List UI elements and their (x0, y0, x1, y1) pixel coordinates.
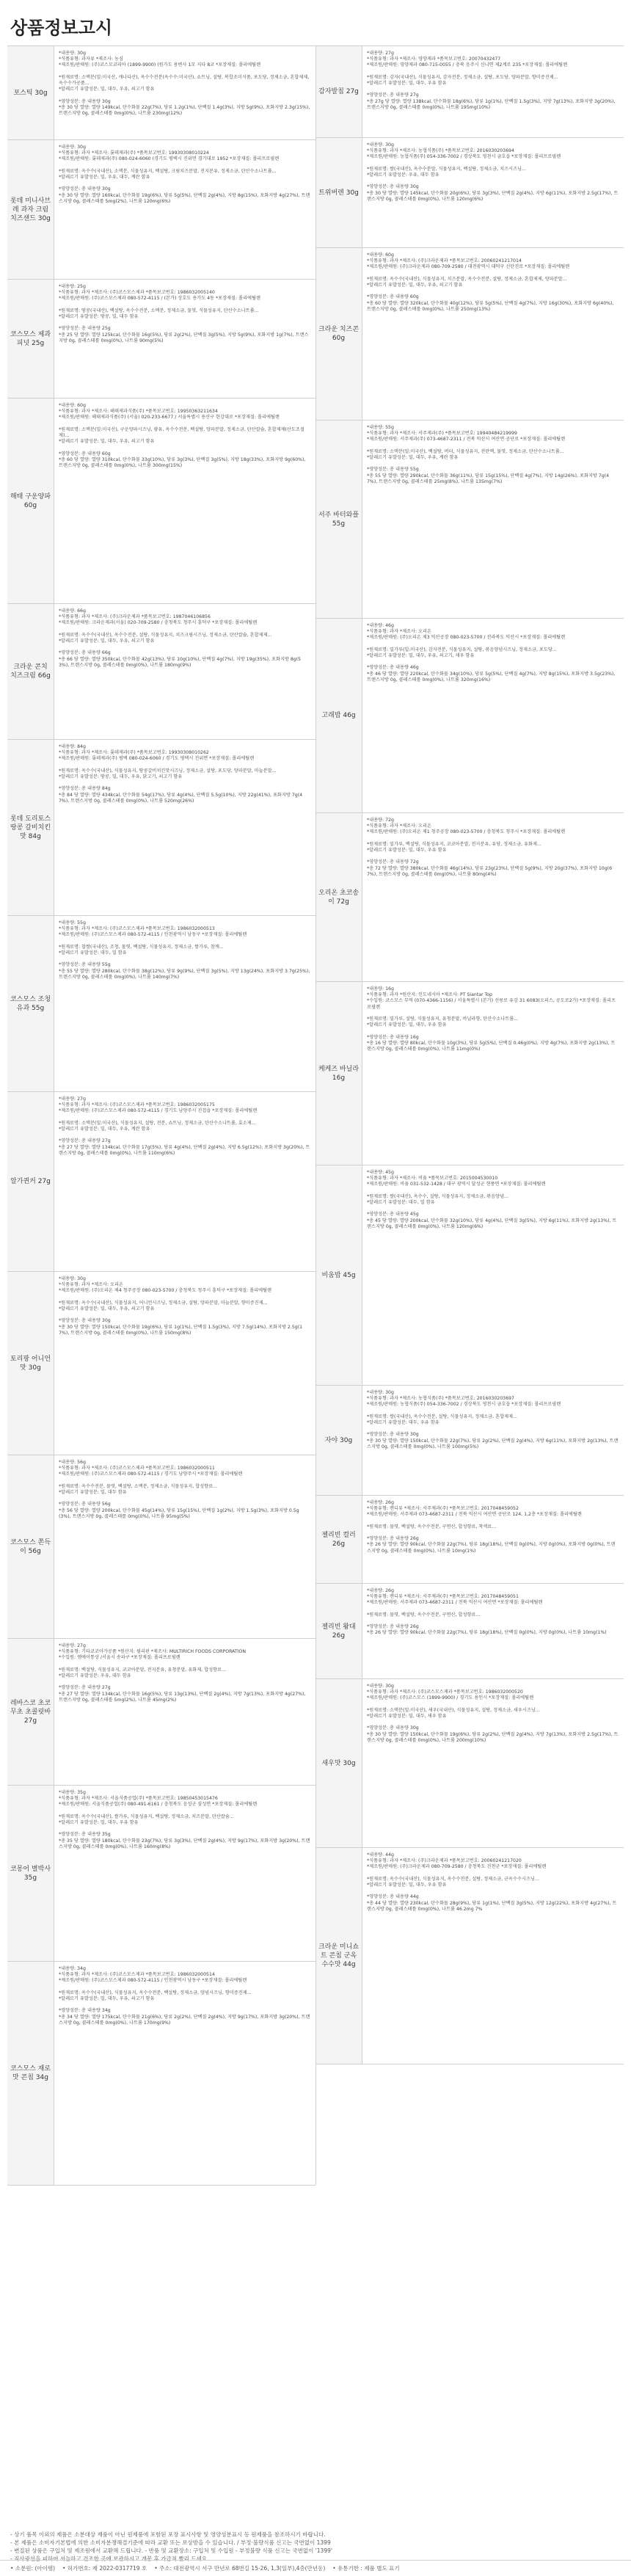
product-name: 트위버렌 30g (316, 138, 362, 247)
product-details: *내용량: 30g *식품유형: 과자 *제조사: 롯데제과(주) *품목보고번호: 19930308010224 *제조원/판매원: 롯데제과(주) 080-024-6060 (경기도 평택시 진위면 경기대로 1952 *포장재질: 폴리프로필렌 *원재료명: 옥수수(국내산), 소맥분, 식물성유지, 백설탕, 크림치즈분말, 전지분유, 정제소금, 탄산수소나트륨... *알레르기 유발성분: 밀, 우유, 대두, 계란 함유 *영양성분: 총 내용량 30g *총 30 당 열량: 열량 160kcal, 탄수화물 19g(6%), 당류 5g(5%), 단백질 2g(4%), 지방 8g(15%), 포화지방 4g(27%), 트랜스지방 0g, 콜레스테롤 5mg(2%), 나트륨 120mg(6%) (59, 145, 310, 204)
product-row (316, 981, 624, 1165)
product-row (7, 1961, 316, 2185)
product-details: *내용량: 60g *식품유형: 과자 *제조사: (주)크라운제과 *품목보고번호: 20060241217014 *제조원/판매원: (주)크라운제과 080-709-2580 / 대전광역시 대덕구 신탄진로 *포장재질: 폴리에틸렌 *원재료명: 옥수수(국내산), 식물성유지, 치즈분말, 옥수수전분, 설탕, 정제소금, 혼합제제, 양파분말... *알레르기 유발성분: 밀, 대두, 우유, 쇠고기 함유 *영양성분: 총 내용량 60g *총 60 당 열량: 열량 320kcal, 탄수화물 40g(12%), 당류 5g(5%), 단백질 4g(7%), 지방 16g(30%), 포화지방 6g(40%), 트랜스지방 0g, 콜레스테롤 0mg(0%), 나트륨 250mg(13%) (367, 252, 614, 312)
product-details: *내용량: 26g *식품유형: 캔디류 *제조사: 서주제과(주) *품목보고번호: 2017048459052 *제조원/판매원: 서주제과 073-4687-2311 / 전북 익산시 여산면 공단로 124, 1,2층 *포장재질: 폴리에틸렌 *원재료명: 물엿, 백설탕, 옥수수전분, 구연산, 합성향료, 착색료... *영양성분: 총 내용량 26g *총 26 당 열량: 열량 90kcal, 탄수화물 22g(7%), 당류 18g(18%), 단백질 0g(0%), 지방 0g(0%), 포화지방 0g(0%), 트랜스지방 0g, 콜레스테롤 0mg(0%), 나트륨 10mg(1%) (367, 1500, 616, 1554)
product-row (7, 603, 316, 739)
product-details: *내용량: 16g *식품유형: 과자 *원산지: 인도네시아 *제조사: PT Siantar Top *수입원: 코스모스 무역 (070-4366-1156) / 서울특별시 (본가) 선릉로 유감 31 6083(오피스, 공도로2가) *포장재질: 폴리프로필렌 *원재료명: 밀가루, 설탕, 식물성유지, 유청분말, 바닐라향, 탄산수소나트륨... *알레르기 유발성분: 밀, 대두, 우유 함유 *영양성분: 총 내용량 16g *총 16 당 열량: 열량 80kcal, 탄수화물 10g(3%), 당류 5g(5%), 단백질 0.46g(0%), 지방 4g(7%), 포화지방 2g(13%), 트랜스지방 0g, 콜레스테롤 0mg(0%), 나트륨 11mg(0%) (367, 986, 616, 1052)
product-name: 코스모스 재로맛 콘칩 34g (7, 1962, 54, 2185)
product-details: *내용량: 27g *식품유형: 과자 *제조사: (주)코스모스제과 *품목보고번호: 1986032005175 *제조원/판매원: (주)코스모스제과 080-572-4115 / 경기도 남양주시 진접읍 *포장재질: 폴리에틸렌 *원재료명: 소맥분(밀:미국산), 식물성유지, 설탕, 전분, 쇼트닝, 정제소금, 탄산수소나트륨, 효소제... *알레르기 유발성분: 밀, 대두, 우유, 계란 함유 *영양성분: 총 내용량 27g *총 27 당 열량: 열량 134kcal, 탄수화물 17g(5%), 당류 4g(4%), 단백질 2g(4%), 지방 6.5g(12%), 포화지방 3g(20%), 트랜스지방 0g, 콜레스테롤 0mg(0%), 나트륨 110mg(6%) (59, 1096, 310, 1156)
product-details: *내용량: 34g *식품유형: 과자 *제조사: (주)코스모스제과 *품목보고번호: 1986032000514 *제조원/판매원: (주)코스모스제과 080-572-4115 / 인천광역시 남동구 *포장재질: 폴리에틸렌 *원재료명: 옥수수(국내산), 식물성유지, 옥수수전분, 백설탕, 정제소금, 양념시즈닝, 향미증진제... *알레르기 유발성분: 밀, 대두, 우유, 쇠고기 함유 *영양성분: 총 내용량 34g *총 34 당 열량: 열량 175kcal, 탄수화물 21g(6%), 당류 2g(2%), 단백질 2g(4%), 지방 9g(17%), 포화지방 3g(20%), 트랜스지방 0g, 콜레스테롤 0mg(0%), 나트륨 170mg(9%) (59, 1966, 310, 2026)
product-name: 코몽어 별박사 35g (7, 1786, 54, 1961)
product-details: *내용량: 55g *식품유형: 과자 *제조사: 서주제과(주) *품목보고번호: 19940484219999 *제조원/판매원: 서주제과(주) 073-4687-2311 / 전북 익산시 여산면 공단로 *포장재질: 폴리에틸렌 *원재료명: 소맥분(밀:미국산), 백설탕, 버터, 식물성유지, 전란액, 물엿, 정제소금, 탄산수소나트륨... *알레르기 유발성분: 밀, 대두, 우유, 계란 함유 *영양성분: 총 내용량 55g *총 55 당 열량: 열량 290kcal, 탄수화물 36g(11%), 당류 15g(15%), 단백질 4g(7%), 지방 14g(26%), 포화지방 7g(47%), 트랜스지방 0g, 콜레스테롤 25mg(8%), 나트륨 135mg(7%) (367, 425, 610, 484)
product-name: 레바스코 초코무초 초콜릿바 27g (7, 1639, 54, 1785)
product-details: *내용량: 25g *식품유형: 과자 *제조사: (주)코스모스제과 *품목보고번호: 1986032005140 *제조원/판매원: (주)코스모스제과 080-572-4115 / (본가) 상호도 용가도 4동 *포장재질: 폴리에틸렌 *원재료명: 땅콩(국내산), 백설탕, 옥수수전분, 소맥분, 정제소금, 물엿, 식물성유지, 탄산수소나트륨... *알레르기 유발성분: 땅콩, 밀, 대두 함유 *영양성분: 총 내용량 25g *총 25 당 열량: 열량 125kcal, 탄수화물 16g(5%), 당류 2g(2%), 단백질 3g(5%), 지방 5g(9%), 포화지방 1g(7%), 트랜스지방 0g, 콜레스테롤 0mg(0%), 나트륨 90mg(5%) (59, 284, 309, 343)
product-details: *내용량: 26g *식품유형: 캔디류 *제조사: 서주제과(주) *품목보고번호: 2017048459051 *제조원/판매원: 서주제과 073-4687-2311 / 전북 익산시 여산면 *포장재질: 폴리에틸렌 *원재료명: 물엿, 백설탕, 옥수수전분, 구연산, 합성향료... *영양성분: 총 내용량 26g *총 26 당 열량: 열량 90kcal, 탄수화물 22g(7%), 당류 18g(18%), 단백질 0g(0%), 지방 0g(0%), 나트륨 10mg(1%) (367, 1588, 607, 1636)
product-name: 고래밥 46g (316, 619, 362, 812)
product-row (316, 1165, 624, 1385)
product-name: 토리팡 어니언맛 30g (7, 1272, 54, 1455)
product-details: *내용량: 30g *식품유형: 과자 *제조사: 오리온 *제조원/판매원: (주)오리온 제4 청주공장 080-023-5700 / 충청북도 청주시 흥덕구 *포장재질: 폴리에틸렌 *원재료명: 옥수수(국내산), 식물성유지, 어니언시즈닝, 정제소금, 설탕, 양파분말, 마늘분말, 향미증진제... *알레르기 유발성분: 밀, 대두, 우유, 쇠고기 함유 *영양성분: 총 내용량 30g *총 30 당 열량: 열량 150kcal, 탄수화물 19g(6%), 당류 1g(1%), 단백질 1.5g(3%), 지방 7.5g(14%), 포화지방 2.5g(17%), 트랜스지방 0g, 콜레스테롤 0mg(0%), 나트륨 150mg(8%) (59, 1276, 303, 1336)
product-details: *내용량: 60g *식품유형: 과자 *제조사: 해태제과식품(주) *품목보고번호: 19950363211634 *제조원/판매원: 해태제과식품(주) (서울) 020-233-6677 / 서울특별시 용산구 한강대로 *포장재질: 폴리에틸렌 *원재료명: 소맥분(밀:미국산), 구운양파시즈닝, 팜유, 옥수수전분, 백설탕, 양파분말, 정제소금, 탄산칼슘, 혼합제제(산도조절제)... *알레르기 유발성분: 밀, 대두, 우유, 쇠고기 함유 *영양성분: 총 내용량 60g *총 60 당 열량: 열량 310kcal, 탄수화물 33g(10%), 당류 3g(3%), 단백질 3g(5%), 지방 18g(33%), 포화지방 9g(60%), 트랜스지방 0g, 콜레스테롤 0mg(0%), 나트륨 300mg(15%) (59, 403, 306, 469)
page-title: 상품정보고시 (10, 18, 113, 38)
product-details: *내용량: 30g *식품유형: 과자 *제조사: 농협식품(주) *품목보고번호: 2016030203697 *제조원/판매원: 농협식품(주) 054-336-7002 / 경상북도 영천시 금호읍 *포장재질: 폴리프로필렌 *원재료명: 쌀(국내산), 옥수수전분, 설탕, 식물성유지, 정제소금, 혼합제제... *알레르기 유발성분: 대두, 우유 함유 *영양성분: 총 내용량 30g *총 30 당 열량: 열량 150kcal, 탄수화물 22g(7%), 당류 2g(2%), 단백질 2g(4%), 지방 6g(11%), 포화지방 2g(13%), 트랜스지방 0g, 콜레스테롤 0mg(0%), 나트륨 100mg(5%) (367, 1390, 619, 1449)
product-name: 비움밥 45g (316, 1165, 362, 1385)
footer-address: • 주소: 대전광역시 서구 만년로 68번길 15-26, 1,3(일부),4층(만년동) (154, 2565, 326, 2572)
product-row (7, 739, 316, 915)
product-details: *내용량: 72g *식품유형: 과자 *제조사: 오리온 *제조원/판매원: (주)오리온 제1 청주공장 080-023-5700 / 충청북도 청주시 *포장재질: 폴리에틸렌 *원재료명: 밀가루, 백설탕, 식물성유지, 코코아분말, 전지분유, 유당, 정제소금, 유화제... *알레르기 유발성분: 밀, 대두, 우유 함유 *영양성분: 총 내용량 72g *총 72 당 열량: 열량 380kcal, 탄수화물 46g(14%), 당류 23g(23%), 단백질 5g(9%), 지방 20g(37%), 포화지방 10g(67%), 트랜스지방 0g, 콜레스테롤 0mg(0%), 나트륨 80mg(4%) (367, 818, 613, 877)
product-row (7, 1785, 316, 1961)
product-row (7, 398, 316, 603)
note-line: - 직사광선을 피하여 서늘하고 건조한 곳에 보관하시고 개봉 후 가급적 빨리 드세요. (10, 2555, 209, 2562)
product-row (7, 915, 316, 1091)
product-details: *내용량: 27g *식품유형: 과자 *제조사: 영양제과 *품목보고번호: 20070432477 *제조원/판매원: 영양제과 080-715-0055 / 충북 음주시 신니면 제2계로 235 *포장재질: 폴리에틸렌 *원재료명: 감자(국내산), 식물성유지, 감자전분, 정제소금, 설탕, 포도당, 양파분말, 향미증진제... *알레르기 유발성분: 밀, 대두, 우유 함유 *영양성분: 총 내용량 27g *총 27g 당 열량: 열량 138kcal, 탄수화물 18g(6%), 당류 1g(1%), 단백질 1.5g(3%), 지방 7g(13%), 포화지방 3g(20%), 트랜스지방 0g, 콜레스테롤 0mg(0%), 나트륨 195mg(10%) (367, 51, 616, 110)
product-row (316, 618, 624, 812)
product-details: *내용량: 35g *식품유형: 과자 *제조사: 서울식품공업(주) *품목보고번호: 19850453015476 *제조원/판매원: 서울식품공업(주) 080-491-6161 / 충청북도 음성군 삼성면 *포장재질: 폴리에틸렌 *원재료명: 옥수수(국내산), 쌀가루, 식물성유지, 백설탕, 정제소금, 치즈분말, 탄산칼슘... *알레르기 유발성분: 밀, 대두, 우유 함유 *영양성분: 총 내용량 35g *총 35 당 열량: 열량 180kcal, 탄수화물 23g(7%), 당류 3g(3%), 단백질 2g(4%), 지방 9g(17%), 포화지방 3g(20%), 트랜스지방 0g, 콜레스테롤 0mg(0%), 나트륨 160mg(8%) (59, 1790, 310, 1849)
notes (10, 2530, 619, 2563)
product-row (7, 139, 316, 279)
note-line: - 변질된 상품은 구입처 및 제조원에서 교환해 드립니다. - 반품 및 교환장소: 구입처 및 수입원 - 부정불량 식품 신고는 국번없이 '1399' (10, 2547, 332, 2554)
product-row (7, 46, 316, 139)
product-details: *내용량: 84g *식품유형: 과자 *제조사: 롯데제과(주) *품목보고번호: 19930308010262 *제조원/판매원: 롯데제과(주) 평택 080-024-6060 / 경기도 평택시 진위면 *포장재질: 폴리에틸렌 *원재료명: 옥수수(국내산), 식물성유지, 땅콩갈비치킨맛시즈닝, 정제소금, 설탕, 포도당, 양파분말, 마늘분말... *알레르기 유발성분: 땅콩, 밀, 대두, 우유, 닭고기, 쇠고기 함유 *영양성분: 총 내용량 84g *총 84 당 열량: 열량 434kcal, 탄수화물 54g(17%), 당류 4g(4%), 단백질 5.5g(10%), 지방 22g(41%), 포화지방 7g(47%), 트랜스지방 0g, 콜레스테롤 0mg(0%), 나트륨 520mg(26%) (59, 744, 303, 804)
product-row (316, 1678, 624, 1847)
right-column (316, 46, 624, 2064)
product-row (316, 1583, 624, 1678)
product-name: 코스모스 조청유과 55g (7, 916, 54, 1091)
product-row (7, 1455, 316, 1638)
footer-permit: • 허가번호: 제 2022-0317719 호 (62, 2565, 147, 2572)
product-name: 새우맛 30g (316, 1679, 362, 1847)
product-row (316, 812, 624, 981)
product-row (7, 279, 316, 398)
product-name: 오리온 초코송이 72g (316, 813, 362, 981)
product-name: 서주 바터와플 55g (316, 421, 362, 618)
note-line: - 본 제품은 소비자기본법에 의한 소비자분쟁해결기준에 따라 교환 또는 보상받을 수 있습니다. / 부정·불량식품 신고는 국번없이 1399 (10, 2539, 331, 2546)
product-details: *내용량: 45g *식품유형: 과자 *제조사: 비움 *품목보고번호: 2015004530010 *제조원/판매원: 비움 031-532-1428 / 대구 광역시 달성군 현풍면 *포장재질: 폴리에틸렌 *원재료명: 쌀(국내산), 옥수수, 설탕, 식물성유지, 정제소금, 볶음양념... *알레르기 유발성분: 대두, 밀 함유 *영양성분: 총 내용량 45g *총 45 당 열량: 열량 200kcal, 탄수화물 32g(10%), 당류 4g(4%), 단백질 3g(5%), 지방 6g(11%), 포화지방 2g(13%), 트랜스지방 0g, 콜레스테롤 0mg(0%), 나트륨 120mg(6%) (367, 1170, 617, 1229)
product-name: 젤리빈 왕대 26g (316, 1584, 362, 1678)
product-details: *내용량: 46g *식품유형: 과자 *제조사: 오리온 *제조원/판매원: (주)오리온 제3 익산공장 080-023-5700 / 전라북도 익산시 *포장재질: 폴리에틸렌 *원재료명: 밀가루(밀:미국산), 감자전분, 식물성유지, 설탕, 볶음양념시즈닝, 정제소금, 포도당... *알레르기 유발성분: 밀, 대두, 우유, 쇠고기, 새우 함유 *영양성분: 총 내용량 46g *총 46 당 열량: 열량 220kcal, 탄수화물 34g(10%), 당류 5g(5%), 단백질 4g(7%), 지방 8g(15%), 포화지방 3.5g(23%), 트랜스지방 0g, 콜레스테롤 0mg(0%), 나트륨 320mg(16%) (367, 623, 616, 683)
product-row (316, 1385, 624, 1495)
note-line: - 상기 품목 이외의 제품은 소분대상 제품이 아닌 원제품에 포함된 포장 표시사항 및 영양성분표시 등 원제품을 참조하시기 바랍니다. (10, 2531, 326, 2538)
product-name: 자야 30g (316, 1386, 362, 1495)
product-name: 해태 구운양파 60g (7, 399, 54, 603)
product-row (316, 1847, 624, 2064)
product-row (7, 1091, 316, 1271)
product-name: 크라운 치즈콘 60g (316, 248, 362, 420)
footer-type: • 유통기한 : 제품 별도 표기 (332, 2565, 400, 2572)
product-name: 감자발칩 27g (316, 46, 362, 137)
product-name: 젤리빈 컬러 26g (316, 1496, 362, 1583)
product-name: 케케즈 바닐라 16g (316, 982, 362, 1165)
product-details: *내용량: 66g *식품유형: 과자 *제조사: (주)크라운제과 *품목보고번호: 1987046106856 *제조원/판매원: 크라운제과(서울) 020-709-2580 / 충청북도 청주시 흥덕구 *포장재질: 폴리에틸렌 *원재료명: 옥수수(국내산), 옥수수전분, 설탕, 식물성유지, 치즈크림시즈닝, 정제소금, 탄산칼슘, 혼합제제... *알레르기 유발성분: 밀, 대두, 우유, 쇠고기 함유 *영양성분: 총 내용량 66g *총 66 당 열량: 열량 350kcal, 탄수화물 42g(13%), 당류 10g(10%), 단백질 4g(7%), 지방 19g(35%), 포화지방 8g(53%), 트랜스지방 0g, 콜레스테롤 0mg(0%), 나트륨 180mg(9%) (59, 608, 302, 668)
product-details: *내용량: 56g *식품유형: 과자 *제조사: (주)코스모스제과 *품목보고번호: 1986032000511 *제조원/판매원: (주)코스모스제과 080-572-4115 / 경기도 남양주시 *포장재질: 폴리에틸렌 *원재료명: 옥수수전분, 물엿, 백설탕, 소맥분, 정제소금, 식물성유지, 합성향료... *알레르기 유발성분: 밀, 대두 함유 *영양성분: 총 내용량 56g *총 56 당 열량: 열량 200kcal, 탄수화물 45g(14%), 당류 15g(15%), 단백질 1g(2%), 지방 1.5g(3%), 포화지방 0.5g(3%), 트랜스지방 0g, 콜레스테롤 0mg(0%), 나트륨 95mg(5%) (59, 1460, 299, 1519)
product-row (316, 1495, 624, 1583)
product-name: 알가퀸커 27g (7, 1092, 54, 1271)
table-bottom-border (7, 2185, 316, 2186)
product-name: 크라운 콘치 치즈크림 66g (7, 604, 54, 739)
product-row (316, 247, 624, 420)
product-details: *내용량: 30g *식품유형: 과자 *제조사: 농협식품(주) *품목보고번호: 2016030203694 *제조원/판매원: 농협식품(주) 054-336-7002 / 경상북도 영천시 금호읍 *포장재질: 폴리프로필렌 *원재료명: 쌀(국내산), 옥수수분말, 식물성유지, 백설탕, 정제소금, 치즈시즈닝... *알레르기 유발성분: 우유, 대두 함유 *영양성분: 총 내용량 30g *총 30 당 열량: 열량 145kcal, 탄수화물 20g(6%), 당류 3g(3%), 단백질 2g(4%), 지방 6g(11%), 포화지방 2.5g(17%), 트랜스지방 0g, 콜레스테롤 0mg(0%), 나트륨 120mg(6%) (367, 142, 619, 202)
product-details: *내용량: 30g *식품유형: 과자 *제조사: (주)코스모스제과 *품목보고번호: 1986032000520 *제조원/판매원: (주)코스모스 (1899-9900) / 경기도 용인시 *포장재질: 폴리에틸렌 *원재료명: 소맥분(밀:미국산), 새우(국내산), 식물성유지, 설탕, 정제소금, 새우시즈닝... *알레르기 유발성분: 밀, 대두, 새우 함유 *영양성분: 총 내용량 30g *총 30 당 열량: 열량 150kcal, 탄수화물 19g(6%), 당류 2g(2%), 단백질 2g(4%), 지방 7g(13%), 포화지방 2.5g(17%), 트랜스지방 0g, 콜레스테롤 0mg(0%), 나트륨 200mg(10%) (367, 1684, 619, 1743)
product-row (316, 137, 624, 247)
product-name: 코스모스 제과 피넛 25g (7, 280, 54, 398)
product-row (316, 420, 624, 618)
footer-seller: • 소분원: (아이템) (10, 2565, 56, 2572)
product-name: 롯데 도리토스 땅콩 갈비치킨맛 84g (7, 740, 54, 915)
product-name: 코스모스 쫀득이 56g (7, 1455, 54, 1638)
product-details: *내용량: 30g *식품유형: 과자류 *제조사: 농심 *제조원/판매원: (주)코스모코리아 (1899-9900) (원가도 용변사 1모 지다 8코 *포장재질: 폴리에틸렌 *원재료명: 소맥분(밀:미국산, 캐나다산), 옥수수전분(옥수수:미국산), 쇼트닝, 설탕, 복합조미식품, 포도당, 정제소금, 혼합제제, 옥수수가공품... *알레르기 유발성분: 밀, 대두, 우유, 쇠고기 함유 *영양성분: 총 내용량 30g *총 30 당 열량: 열량 149kcal, 탄수화물 22g(7%), 당류 1.2g(1%), 단백질 1.4g(3%), 지방 5g(9%), 포화지방 2.3g(15%), 트랜스지방 0g, 콜레스테롤 0mg(0%), 나트륨 230mg(12%) (59, 51, 310, 117)
product-name: 크라운 미니쇼트 콘칩 군옥수수맛 44g (316, 1848, 362, 2064)
product-row (7, 1638, 316, 1785)
footer-info (0, 2560, 631, 2576)
product-name: 포스틱 30g (7, 46, 54, 139)
product-details: *내용량: 44g *식품유형: 과자 *제조사: (주)크라운제과 *품목보고번호: 20060241217020 *제조원/판매원: (주)크라운제과 080-709-2580 / 충청북도 진천군 *포장재질: 폴리에틸렌 *원재료명: 옥수수(국내산), 식물성유지, 옥수수전분, 설탕, 정제소금, 군옥수수시즈닝... *알레르기 유발성분: 밀, 대두, 우유 함유 *영양성분: 총 내용량 44g *총 44 당 열량: 열량 230kcal, 탄수화물 28g(9%), 당류 1g(1%), 단백질 3g(5%), 지방 12g(22%), 포화지방 4g(27%), 트랜스지방 0g, 콜레스테롤 0mg(0%), 나트륨 46.2mg 7% (367, 1852, 617, 1912)
product-name: 롯데 미니사브레 과자 크림 치즈샌드 30g (7, 140, 54, 279)
product-row (7, 1271, 316, 1455)
product-details: *내용량: 55g *식품유형: 과자 *제조사: (주)코스모스제과 *품목보고번호: 1986032000513 *제조원/판매원: (주)코스모스제과 080-572-4115 / 인천광역시 남동구 *포장재질: 폴리에틸렌 *원재료명: 찹쌀(국내산), 조청, 물엿, 백설탕, 식물성유지, 정제소금, 쌀가루, 참깨... *알레르기 유발성분: 대두, 밀 함유 *영양성분: 총 내용량 55g *총 55 당 열량: 열량 280kcal, 탄수화물 38g(12%), 당류 9g(9%), 단백질 3g(5%), 지방 13g(24%), 포화지방 3.7g(25%), 트랜스지방 0g, 콜레스테롤 0mg(0%), 나트륨 140mg(7%) (59, 920, 310, 980)
product-details: *내용량: 27g *식품유형: 기타코코아가공품 *원산지: 필리핀 *제조사: MULTIRICH FOODS CORPORATION *수입원: 엠에이통상 /서울시 송파구 *포장재질: 폴리프로필렌 *원재료명: 백설탕, 식물성유지, 코코아분말, 전지분유, 유청분말, 유화제, 합성향료... *알레르기 유발성분: 우유, 대두 함유 *영양성분: 총 내용량 27g *총 27 당 열량: 열량 134kcal, 탄수화물 16g(5%), 당류 13g(13%), 단백질 2g(4%), 지방 7g(13%), 포화지방 4g(27%), 트랜스지방 0g, 콜레스테롤 5mg(2%), 나트륨 45mg(2%) (59, 1643, 306, 1703)
left-column (7, 46, 316, 2185)
product-row (316, 46, 624, 137)
